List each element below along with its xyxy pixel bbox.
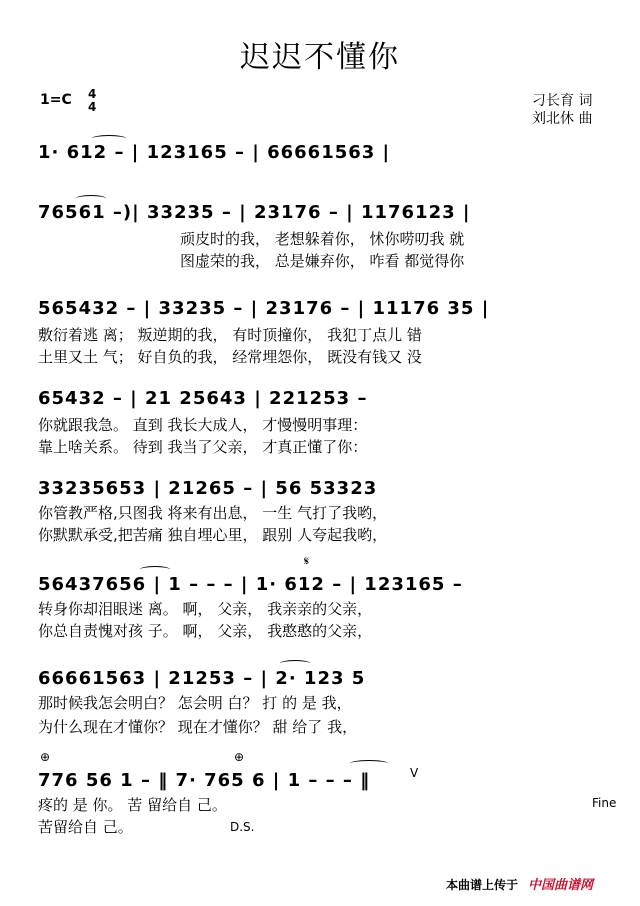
upload-note: 本曲谱上传于 [446, 878, 519, 892]
key-signature: 1=C [40, 92, 72, 108]
lyric-line-5b: 你默默承受,把苦痛 独自埋心里， 跟别 人夸起我哟， [38, 526, 388, 544]
time-sig-top: 4 [88, 87, 97, 101]
notation-line-4: 65432 – | 21 25643 | 221253 – [38, 388, 368, 409]
lyric-line-6a: 转身你却泪眼迷 离。 啊， 父亲， 我亲亲的父亲， [38, 600, 373, 618]
notation-line-2: 76561 –)| 33235 – | 23176 – | 1176123 | [38, 202, 471, 223]
ds-mark: D.S. [230, 820, 255, 834]
time-sig-bottom: 4 [88, 100, 97, 114]
coda-mark-2: ⊕ [234, 750, 245, 764]
slur [92, 135, 126, 142]
breath-mark: V [410, 766, 419, 780]
song-title: 迟迟不懂你 [240, 40, 400, 75]
time-signature [88, 88, 96, 114]
lyric-line-2a: 顽皮时的我， 老想躲着你， 怵你唠叨我 就 [180, 230, 465, 248]
notation-line-3: 565432 – | 33235 – | 23176 – | 11176 35 | [38, 298, 490, 319]
lyric-line-5a: 你管教严格,只图我 将来有出息， 一生 气打了我哟， [38, 504, 388, 522]
fine-mark: Fine [592, 796, 617, 810]
lyric-line-4a: 你就跟我急。 直到 我长大成人， 才慢慢明事理： [38, 416, 368, 434]
notation-line-8: 776 56 1 – ‖ 7· 765 6 | 1 – – – ‖ [38, 770, 371, 791]
notation-line-7: 66661563 | 21253 – | 2· 123 5 [38, 668, 366, 689]
segno-mark: 𝄋 [304, 554, 310, 568]
lyric-line-2b: 图虚荣的我， 总是嫌弃你， 咋看 都觉得你 [180, 252, 465, 270]
lyric-line-7a: 那时候我怎会明白？ 怎会明 白？ 打 的 是 我， [38, 694, 352, 712]
lyric-line-8a: 疼的 是 你。 苦 留给自 己。 [38, 796, 227, 814]
notation-line-5: 33235653 | 21265 – | 56 53323 [38, 478, 378, 499]
composer-credit: 刘北休 曲 [532, 111, 593, 127]
slur [140, 566, 170, 573]
lyric-line-3b: 土里又土 气； 好自负的我， 经常埋怨你， 既没有钱又 没 [38, 348, 422, 366]
notation-line-6: 56437656 | 1 – – – | 1· 612 – | 123165 – [38, 574, 463, 595]
lyric-line-3a: 敷衍着逃 离； 叛逆期的我， 有时顶撞你， 我犯丁点儿 错 [38, 326, 422, 344]
notation-line-1: 1· 612 – | 123165 – | 66661563 | [38, 142, 391, 163]
site-logo: 中国曲谱网 [528, 878, 594, 893]
slur [76, 195, 106, 202]
lyric-line-4b: 靠上啥关系。 待到 我当了父亲， 才真正懂了你： [38, 438, 368, 456]
lyric-line-6b: 你总自责愧对孩 子。 啊， 父亲， 我憨憨的父亲， [38, 622, 373, 640]
coda-mark-1: ⊕ [40, 750, 51, 764]
slur [280, 660, 310, 667]
lyricist-credit: 刁长育 词 [532, 93, 593, 109]
lyric-line-7b: 为什么现在才懂你？ 现在才懂你？ 甜 给了 我， [38, 718, 358, 736]
lyric-line-8b: 苦留给自 己。 [38, 818, 133, 836]
slur [350, 760, 388, 767]
